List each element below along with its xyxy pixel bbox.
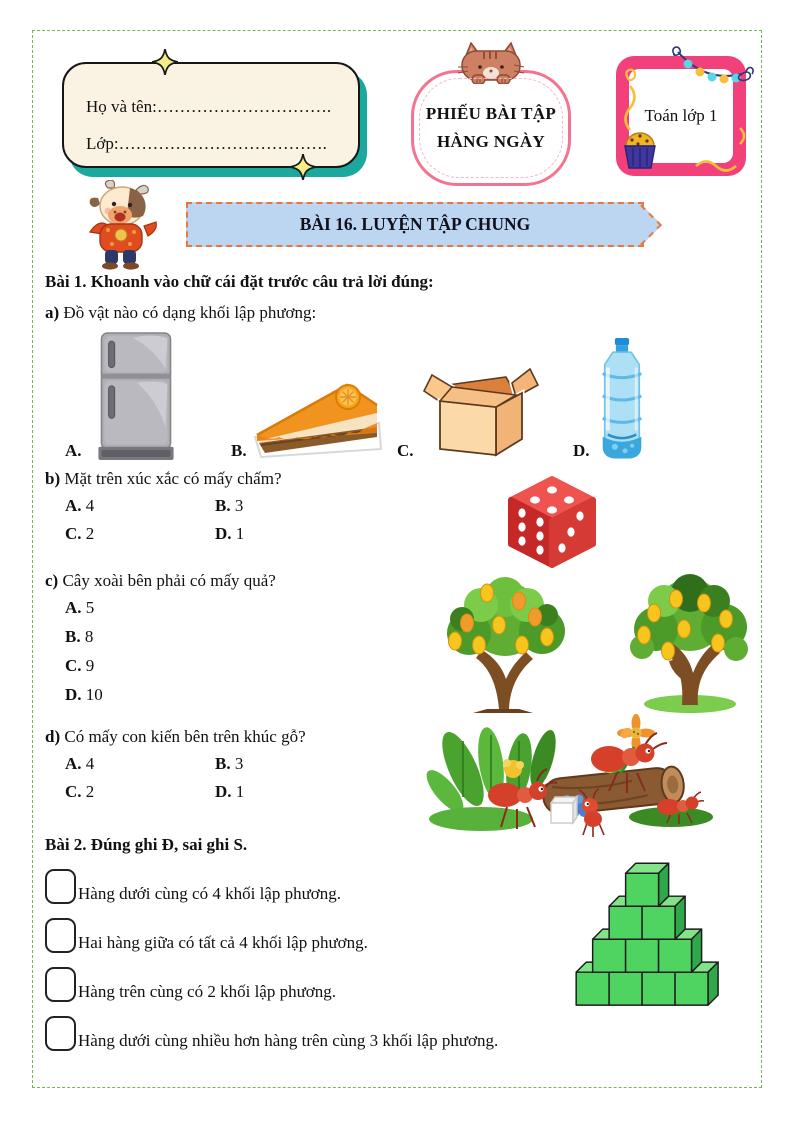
option-b-D[interactable]: D. 1	[215, 524, 245, 543]
option-d-A[interactable]: A. 4	[65, 754, 95, 773]
answer-checkbox-3[interactable]	[45, 967, 76, 1002]
refrigerator-image	[86, 331, 186, 461]
answer-checkbox-1[interactable]	[45, 869, 76, 904]
cow-mascot-icon	[78, 180, 178, 270]
worksheet-title-card	[411, 70, 571, 186]
left-mango-tree	[447, 577, 565, 713]
dice-image	[505, 475, 599, 569]
exercise2-block	[45, 835, 761, 1051]
option-letter[interactable]: D.	[573, 441, 590, 460]
lesson-banner	[186, 202, 644, 247]
cardboard-box-image	[418, 365, 542, 461]
sparkle-star-icon	[290, 154, 316, 180]
lesson-title: BÀI 16. LUYỆN TẬP CHUNG	[299, 214, 531, 234]
question-c-block	[45, 571, 761, 727]
statement-text-4: Hàng dưới cùng nhiều hơn hàng trên cùng 3 khối lập phương.	[78, 1031, 499, 1050]
cheesecake-image	[251, 375, 386, 461]
class-field-line[interactable]: Lớp:……………………………….	[86, 134, 327, 153]
answer-checkbox-2[interactable]	[45, 918, 76, 953]
option-b-B[interactable]: B. 3	[215, 496, 244, 515]
question-d-block	[45, 727, 761, 825]
option-c-box[interactable]	[397, 365, 573, 461]
name-field-line[interactable]: Họ và tên:………………………….	[86, 97, 332, 116]
sparkle-star-icon	[152, 49, 178, 75]
question-a-text: Đồ vật nào có dạng khối lập phương:	[63, 303, 317, 322]
worksheet-title-line2: HÀNG NGÀY	[436, 132, 545, 151]
question-b-options	[65, 496, 761, 544]
option-c-B[interactable]: B. 8	[65, 627, 94, 646]
water-bottle-image	[594, 337, 650, 461]
question-a-label: a)	[45, 303, 60, 322]
worksheet-title-line1: PHIẾU BÀI TẬP	[425, 104, 557, 123]
option-letter[interactable]: C.	[397, 441, 414, 460]
question-a	[45, 303, 761, 323]
question-b-label: b)	[45, 469, 61, 488]
cupcake-icon	[625, 133, 655, 168]
question-a-options	[65, 329, 761, 461]
ants-on-log-image	[421, 711, 719, 843]
option-b-cake[interactable]	[231, 375, 397, 461]
grade-badge-label: Toán lớp 1	[644, 106, 718, 125]
option-c-D[interactable]: D. 10	[65, 685, 103, 704]
option-d-B[interactable]: B. 3	[215, 754, 244, 773]
option-d-D[interactable]: D. 1	[215, 782, 245, 801]
option-c-A[interactable]: A. 5	[65, 598, 95, 617]
answer-checkbox-4[interactable]	[45, 1016, 76, 1051]
question-b	[45, 469, 761, 489]
badge-decorations-icon	[608, 42, 758, 190]
student-info-box	[62, 62, 360, 168]
cube-pyramid-image	[563, 855, 745, 1007]
option-c-C[interactable]: C. 9	[65, 656, 95, 675]
option-a-refrigerator[interactable]	[65, 331, 231, 461]
sugar-cube	[551, 797, 577, 823]
option-b-C[interactable]: C. 2	[65, 524, 95, 543]
mango-trees-image	[427, 571, 775, 713]
question-b-block	[45, 469, 761, 571]
statement-text-2: Hai hàng giữa có tất cả 4 khối lập phương.	[78, 933, 368, 952]
option-d-bottle[interactable]	[573, 337, 650, 461]
question-c-label: c)	[45, 571, 59, 590]
option-b-A[interactable]: A. 4	[65, 496, 95, 515]
option-d-C[interactable]: C. 2	[65, 782, 95, 801]
question-d-label: d)	[45, 727, 61, 746]
right-mango-tree	[630, 574, 748, 713]
question-b-text: Mặt trên xúc xắc có mấy chấm?	[64, 469, 282, 488]
option-letter[interactable]: B.	[231, 441, 247, 460]
grade-badge	[616, 56, 746, 176]
option-letter[interactable]: A.	[65, 441, 82, 460]
question-c-text: Cây xoài bên phải có mấy quả?	[62, 571, 276, 590]
exercise1-heading: Bài 1. Khoanh vào chữ cái đặt trước câu trả lời đúng:	[45, 272, 434, 291]
statement-text-3: Hàng trên cùng có 2 khối lập phương.	[78, 982, 337, 1001]
statement-text-1: Hàng dưới cùng có 4 khối lập phương.	[78, 884, 342, 903]
statement-row-4	[45, 1016, 761, 1051]
question-d-text: Có mấy con kiến bên trên khúc gỗ?	[64, 727, 306, 746]
exercise2-heading: Bài 2. Đúng ghi Đ, sai ghi S.	[45, 835, 248, 854]
